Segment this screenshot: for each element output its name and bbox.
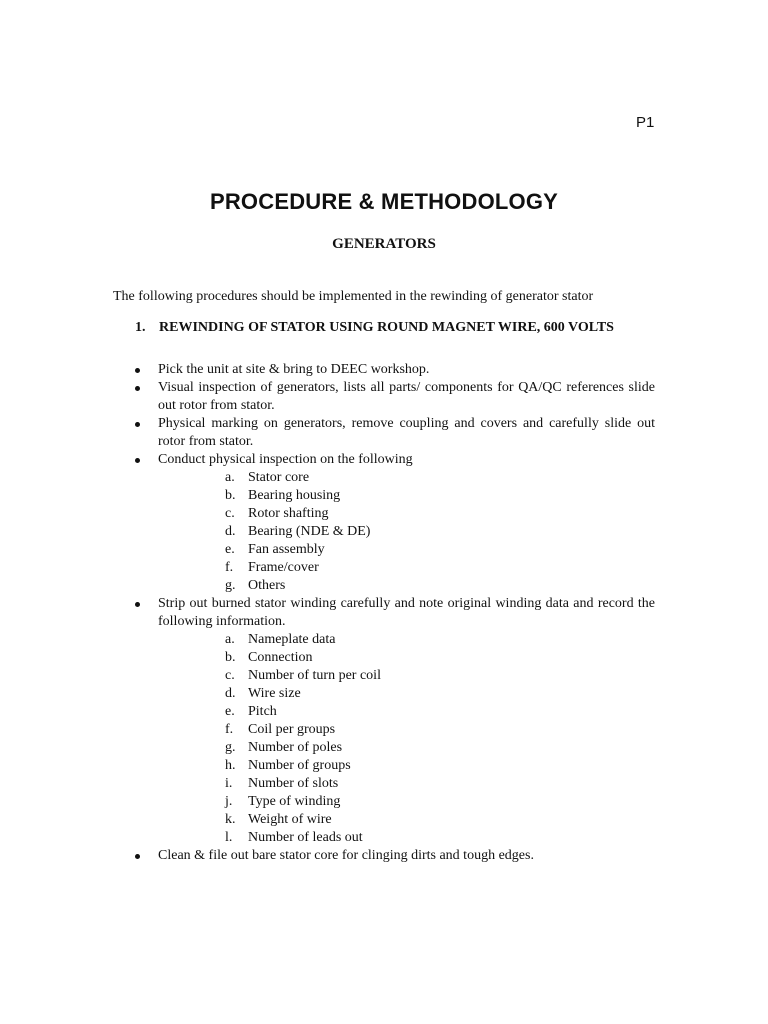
sub-item-label: Bearing housing xyxy=(248,488,341,503)
bullet-text: Clean & file out bare stator core for clinging dirts and tough edges. xyxy=(158,848,534,863)
sub-item-letter: h. xyxy=(225,758,236,773)
sub-list xyxy=(135,631,655,847)
bullet-text: Physical marking on generators, remove coupling and covers and carefully slide out rotor from stator. xyxy=(158,416,655,449)
bullet-item xyxy=(135,361,655,379)
sub-item-letter: e. xyxy=(225,542,235,557)
bullet-item xyxy=(135,451,655,469)
procedure-bullet-list xyxy=(135,361,655,865)
sub-list-item xyxy=(135,667,655,685)
sub-item-label: Fan assembly xyxy=(248,542,325,557)
bullet-dot-icon xyxy=(135,368,140,373)
sub-item-label: Type of winding xyxy=(248,794,341,809)
procedure-step xyxy=(135,379,655,415)
sub-item-label: Nameplate data xyxy=(248,632,336,647)
page-number: P1 xyxy=(636,114,655,131)
bullet-item xyxy=(135,847,655,865)
sub-item-letter: i. xyxy=(225,776,233,791)
sub-list-item xyxy=(135,793,655,811)
bullet-text: Conduct physical inspection on the following xyxy=(158,452,413,467)
sub-item-label: Wire size xyxy=(248,686,301,701)
sub-list-item xyxy=(135,541,655,559)
bullet-dot-icon xyxy=(135,458,140,463)
sub-item-label: Coil per groups xyxy=(248,722,336,737)
sub-list-item xyxy=(135,487,655,505)
sub-item-label: Weight of wire xyxy=(248,812,332,827)
sub-item-label: Stator core xyxy=(248,470,310,485)
sub-list-item xyxy=(135,523,655,541)
sub-item-label: Bearing (NDE & DE) xyxy=(248,524,371,539)
document-title: PROCEDURE & METHODOLOGY xyxy=(209,189,559,214)
sub-item-letter: a. xyxy=(225,470,235,485)
bullet-text: Strip out burned stator winding carefully and note original winding data and record the following information. xyxy=(158,596,655,629)
bullet-item xyxy=(135,379,655,415)
sub-list-item xyxy=(135,811,655,829)
procedure-step xyxy=(135,415,655,451)
sub-list-item xyxy=(135,469,655,487)
intro-paragraph: The following procedures should be implemented in the rewinding of generator stator xyxy=(113,289,594,304)
sub-item-letter: d. xyxy=(225,686,236,701)
sub-item-letter: a. xyxy=(225,632,235,647)
sub-list-item xyxy=(135,721,655,739)
sub-item-letter: g. xyxy=(225,578,236,593)
sub-item-letter: g. xyxy=(225,740,236,755)
section-heading xyxy=(135,320,614,336)
sub-list-item xyxy=(135,829,655,847)
sub-item-letter: c. xyxy=(225,506,235,521)
sub-list-item xyxy=(135,577,655,595)
procedure-step xyxy=(135,361,655,379)
sub-item-letter: b. xyxy=(225,488,236,503)
bullet-dot-icon xyxy=(135,422,140,427)
sub-item-letter: e. xyxy=(225,704,235,719)
sub-list xyxy=(135,469,655,595)
sub-item-label: Number of turn per coil xyxy=(248,668,381,683)
bullet-text: Visual inspection of generators, lists all parts/ components for QA/QC references slide out rotor from stator. xyxy=(158,380,655,413)
sub-item-label: Rotor shafting xyxy=(248,506,329,521)
bullet-item xyxy=(135,415,655,451)
sub-item-label: Others xyxy=(248,578,286,593)
sub-item-letter: c. xyxy=(225,668,235,683)
sub-item-label: Pitch xyxy=(248,704,277,719)
section-number: 1. xyxy=(135,320,146,335)
sub-item-letter: l. xyxy=(225,830,233,845)
sub-item-letter: d. xyxy=(225,524,236,539)
bullet-item xyxy=(135,595,655,631)
procedure-step xyxy=(135,847,655,865)
procedure-step xyxy=(135,451,655,595)
bullet-dot-icon xyxy=(135,854,140,859)
sub-item-letter: j. xyxy=(225,794,233,809)
sub-list-item xyxy=(135,649,655,667)
section-heading-text: REWINDING OF STATOR USING ROUND MAGNET WIRE, 600 VOLTS xyxy=(159,320,614,335)
bullet-text: Pick the unit at site & bring to DEEC workshop. xyxy=(158,362,430,377)
sub-item-label: Frame/cover xyxy=(248,560,319,575)
sub-item-letter: f. xyxy=(225,560,234,575)
sub-item-letter: f. xyxy=(225,722,234,737)
sub-list-item xyxy=(135,685,655,703)
sub-item-label: Connection xyxy=(248,650,313,665)
bullet-dot-icon xyxy=(135,386,140,391)
sub-list-item xyxy=(135,631,655,649)
document-subtitle: GENERATORS xyxy=(332,236,436,252)
sub-item-label: Number of slots xyxy=(248,776,339,791)
sub-list-item xyxy=(135,775,655,793)
sub-item-letter: k. xyxy=(225,812,236,827)
sub-list-item xyxy=(135,505,655,523)
procedure-step xyxy=(135,595,655,847)
sub-list-item xyxy=(135,703,655,721)
sub-item-letter: b. xyxy=(225,650,236,665)
sub-list-item xyxy=(135,739,655,757)
bullet-dot-icon xyxy=(135,602,140,607)
sub-list-item xyxy=(135,559,655,577)
sub-item-label: Number of poles xyxy=(248,740,343,755)
sub-list-item xyxy=(135,757,655,775)
sub-item-label: Number of groups xyxy=(248,758,351,773)
sub-item-label: Number of leads out xyxy=(248,830,363,845)
